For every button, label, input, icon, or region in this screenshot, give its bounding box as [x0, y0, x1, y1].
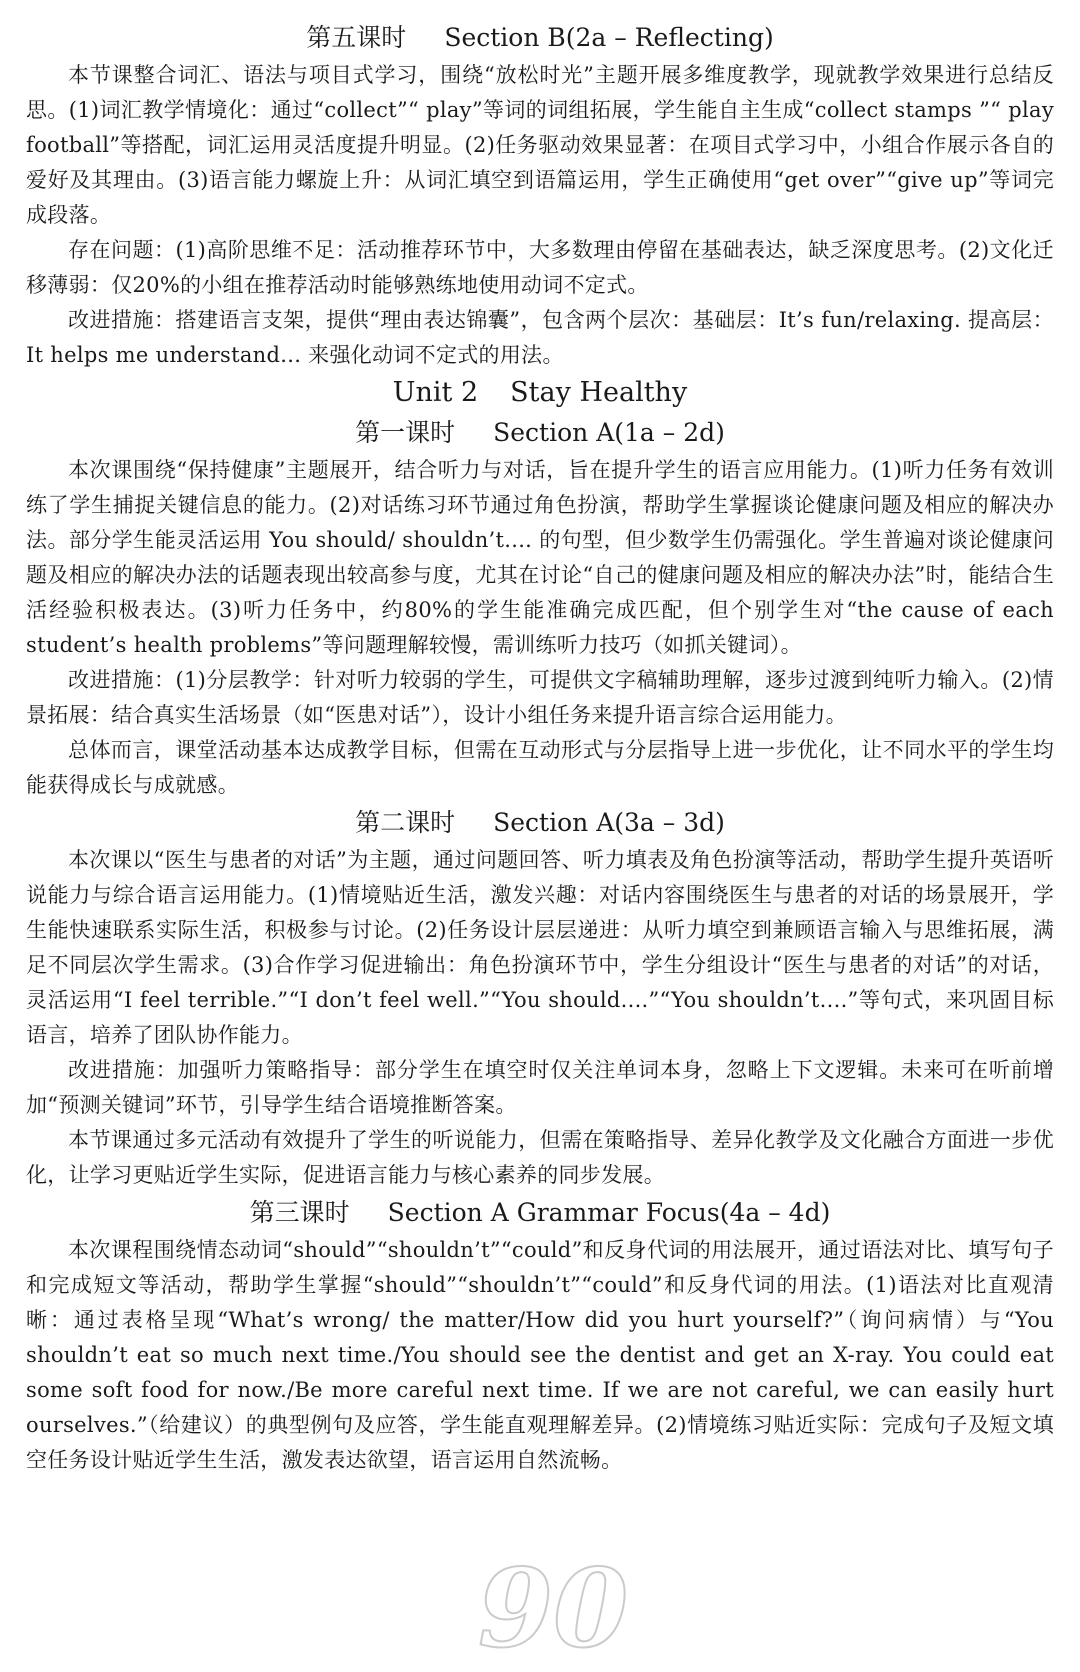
section-heading-en: Section A(3a – 3d) — [493, 808, 725, 837]
section-heading-cn: 第一课时 — [355, 418, 456, 447]
unit-title — [26, 373, 1054, 413]
body-paragraph: 本节课整合词汇、语法与项目式学习，围绕“放松时光”主题开展多维度教学，现就教学效果进行总结反思。(1)词汇教学情境化：通过“collect”“ play”等词的词组拓展，学生能自主生成“collect stamps ”“ play football”等搭配，词汇运用灵活度提升明显。(2)任务驱动效果显著：在项目式学习中，小组合作展示各自的爱好及其理由。(3)语言能力螺旋上升：从词汇填空到语篇运用，学生正确使用“get over”“give up”等词完成段落。 — [26, 63, 1054, 227]
section-heading-section-b — [26, 18, 1054, 58]
section-heading-lesson-3 — [26, 1193, 1054, 1233]
section-heading-en: Section B(2a – Reflecting) — [444, 23, 774, 52]
section-heading-lesson-1 — [26, 413, 1054, 453]
section-heading-en: Section A Grammar Focus(4a – 4d) — [387, 1198, 831, 1227]
section-heading-cn: 第五课时 — [306, 23, 407, 52]
section-heading-cn: 第三课时 — [249, 1198, 350, 1227]
page-number: 90 — [478, 1546, 629, 1672]
body-paragraph: 本节课通过多元活动有效提升了学生的听说能力，但需在策略指导、差异化教学及文化融合方面进一步优化，让学习更贴近学生实际，促进语言能力与核心素养的同步发展。 — [26, 1128, 1054, 1187]
unit-name: Stay Healthy — [510, 377, 688, 408]
body-paragraph: 改进措施：搭建语言支架，提供“理由表达锦囊”，包含两个层次：基础层：It’s fun/relaxing. 提高层：It helps me understand... 来强化动词不定式的用法。 — [26, 308, 1054, 367]
body-paragraph: 存在问题：(1)高阶思维不足：活动推荐环节中，大多数理由停留在基础表达，缺乏深度思考。(2)文化迁移薄弱：仅20%的小组在推荐活动时能够熟练地使用动词不定式。 — [26, 238, 1054, 297]
section-heading-cn: 第二课时 — [355, 808, 456, 837]
body-paragraph: 总体而言，课堂活动基本达成教学目标，但需在互动形式与分层指导上进一步优化，让不同水平的学生均能获得成长与成就感。 — [26, 738, 1054, 797]
body-paragraph: 本次课程围绕情态动词“should”“shouldn’t”“could”和反身代词的用法展开，通过语法对比、填写句子和完成短文等活动，帮助学生掌握“should”“shouldn’t”“could”和反身代词的用法。(1)语法对比直观清晰：通过表格呈现“What’s wrong/ the matter/How did you hurt yourself?”（询问病情）与“You shouldn’t eat so much next time./You should see the dentist and get an X-ray. You could eat some soft food for now./Be more careful next time. If we are not careful, we can easily hurt ourselves.”（给建议）的典型例句及应答，学生能直观理解差异。(2)情境练习贴近实际：完成句子及短文填空任务设计贴近学生生活，激发表达欲望，语言运用自然流畅。 — [26, 1238, 1054, 1472]
section-heading-en: Section A(1a – 2d) — [493, 418, 725, 447]
section-heading-lesson-2 — [26, 803, 1054, 843]
body-paragraph: 本次课围绕“保持健康”主题展开，结合听力与对话，旨在提升学生的语言应用能力。(1)听力任务有效训练了学生捕捉关键信息的能力。(2)对话练习环节通过角色扮演，帮助学生掌握谈论健康问题及相应的解决办法。部分学生能灵活运用 You should/ shouldn’t.... 的句型，但少数学生仍需强化。学生普遍对谈论健康问题及相应的解决办法的话题表现出较高参与度，尤其在讨论“自己的健康问题及相应的解决办法”时，能结合生活经验积极表达。(3)听力任务中，约80%的学生能准确完成匹配，但个别学生对“the cause of each student’s health problems”等问题理解较慢，需训练听力技巧（如抓关键词）。 — [26, 458, 1054, 657]
unit-number: Unit 2 — [392, 377, 479, 408]
body-paragraph: 本次课以“医生与患者的对话”为主题，通过问题回答、听力填表及角色扮演等活动，帮助学生提升英语听说能力与综合语言运用能力。(1)情境贴近生活，激发兴趣：对话内容围绕医生与患者的对话的场景展开，学生能快速联系实际生活，积极参与讨论。(2)任务设计层层递进：从听力填空到兼顾语言输入与思维拓展，满足不同层次学生需求。(3)合作学习促进输出：角色扮演环节中，学生分组设计“医生与患者的对话”的对话，灵活运用“I feel terrible.”“I don’t feel well.”“You should....”“You shouldn’t....”等句式，来巩固目标语言，培养了团队协作能力。 — [26, 848, 1054, 1047]
body-paragraph: 改进措施：(1)分层教学：针对听力较弱的学生，可提供文字稿辅助理解，逐步过渡到纯听力输入。(2)情景拓展：结合真实生活场景（如“医患对话”），设计小组任务来提升语言综合运用能力。 — [26, 668, 1054, 727]
body-paragraph: 改进措施：加强听力策略指导：部分学生在填空时仅关注单词本身，忽略上下文逻辑。未来可在听前增加“预测关键词”环节，引导学生结合语境推断答案。 — [26, 1058, 1054, 1117]
